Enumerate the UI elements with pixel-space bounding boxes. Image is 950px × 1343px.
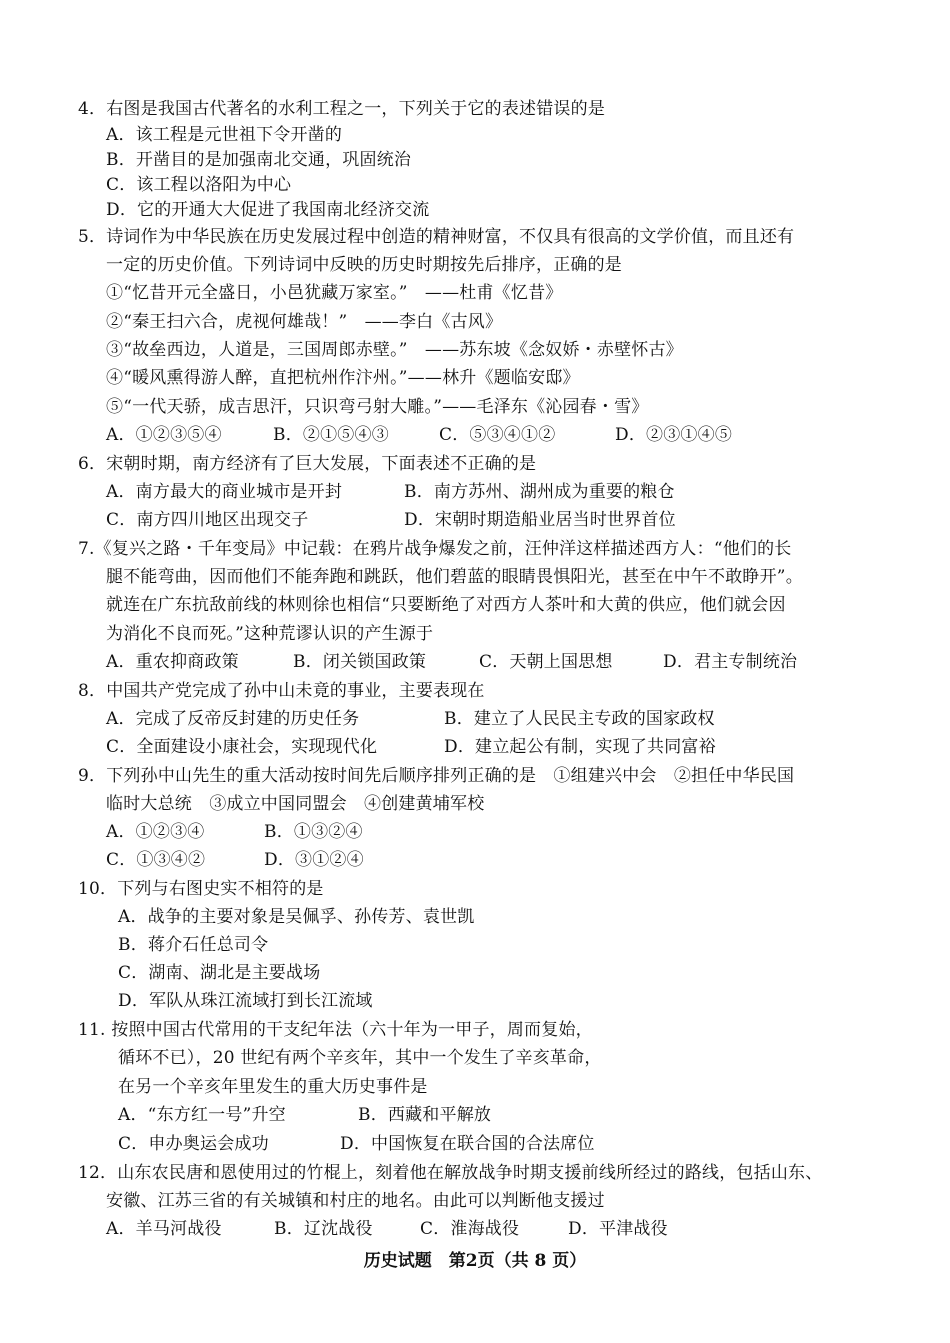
question-7-stem-line-4: 为消化不良而死。”这种荒谬认识的产生源于 [106,624,434,644]
question-11-option-b: B．西藏和平解放 [358,1105,492,1125]
question-10-option-a: A．战争的主要对象是吴佩孚、孙传芳、袁世凯 [118,907,475,927]
question-7-option-d: D．君主专制统治 [663,652,798,672]
question-12-stem-line-1: 12．山东农民唐和恩使用过的竹棍上，刻着他在解放战争时期支援前线所经过的路线，包括山东、 [78,1163,823,1183]
question-8-stem: 8．中国共产党完成了孙中山未竟的事业，主要表现在 [78,681,485,701]
question-9-stem-line-1: 9．下列孙中山先生的重大活动按时间先后顺序排列正确的是 ①组建兴中会 ②担任中华民国 [78,766,795,786]
question-5-poem-5: ⑤“一代天骄，成吉思汗，只识弯弓射大雕。”——毛泽东《沁园春・雪》 [106,397,649,417]
question-7-option-c: C．天朝上国思想 [479,652,613,672]
question-10-option-c: C．湖南、湖北是主要战场 [118,963,321,983]
question-5-options [106,421,732,449]
question-10-option-b: B．蒋介石任总司令 [118,935,269,955]
question-7-stem-line-1: 7.《复兴之路・千年变局》中记载：在鸦片战争爆发之前，汪仲洋这样描述西方人：“他们的长 [78,539,792,559]
question-5-option-d: D．②③①④⑤ [615,425,733,445]
question-9-options-row-1 [106,818,363,846]
question-5-poem-2: ②“秦王扫六合，虎视何雄哉！” ——李白《古风》 [106,312,503,332]
question-6-option-c: C．南方四川地区出现交子 [106,510,309,530]
question-12-option-d: D．平津战役 [568,1219,668,1239]
question-10-option-d: D．军队从珠江流域打到长江流域 [118,991,373,1011]
question-5-option-a: A．①②③⑤④ [106,425,222,445]
question-4-stem: 4．右图是我国古代著名的水利工程之一，下列关于它的表述错误的是 [78,99,606,119]
question-8-option-b: B．建立了人民民主专政的国家政权 [444,709,715,729]
question-4-option-a: A．该工程是元世祖下令开凿的 [106,125,343,145]
question-6-option-d: D．宋朝时期造船业居当时世界首位 [404,510,676,530]
question-11-option-a: A．“东方红一号”升空 [118,1105,286,1125]
question-6-options-row-2 [106,506,676,534]
question-7-options [106,648,797,676]
question-9-stem-line-2: 临时大总统 ③成立中国同盟会 ④创建黄埔军校 [106,794,485,814]
question-5-poem-3: ③“故垒西边，人道是，三国周郎赤壁。” ——苏东坡《念奴娇・赤壁怀古》 [106,340,683,360]
question-4-option-b: B．开凿目的是加强南北交通，巩固统治 [106,150,412,170]
question-7-stem-line-2: 腿不能弯曲，因而他们不能奔跑和跳跃，他们碧蓝的眼睛畏惧阳光，甚至在中午不敢睁开”。 [106,567,803,587]
question-12-stem-line-2: 安徽、江苏三省的有关城镇和村庄的地名。由此可以判断他支援过 [106,1191,605,1211]
question-12-option-b: B．辽沈战役 [274,1219,373,1239]
question-12-option-c: C．淮海战役 [420,1219,520,1239]
question-11-stem-line-1: 11. 按照中国古代常用的干支纪年法（六十年为一甲子，周而复始， [78,1020,593,1040]
question-8-option-a: A．完成了反帝反封建的历史任务 [106,709,360,729]
question-5-option-c: C．⑤③④①② [439,425,556,445]
question-10-stem: 10．下列与右图史实不相符的是 [78,879,324,899]
question-11-options-row-2 [118,1130,595,1158]
question-6-options-row-1 [106,478,675,506]
question-12-options [106,1215,668,1243]
question-5-poem-4: ④“暖风熏得游人醉，直把杭州作汴州。”——林升《题临安邸》 [106,368,580,388]
question-8-option-c: C．全面建设小康社会，实现现代化 [106,737,378,757]
question-9-option-d: D．③①②④ [264,850,364,870]
question-5-stem-line-2: 一定的历史价值。下列诗词中反映的历史时期按先后排序，正确的是 [106,255,622,275]
question-6-option-b: B．南方苏州、湖州成为重要的粮仓 [404,482,675,502]
question-11-stem-line-2: 循环不已），20 世纪有两个辛亥年，其中一个发生了辛亥革命， [118,1048,602,1068]
question-11-options-row-1 [118,1101,491,1129]
question-8-options-row-1 [106,705,715,733]
question-7-option-b: B．闭关锁国政策 [293,652,427,672]
question-7-option-a: A．重农抑商政策 [106,652,239,672]
question-4-option-d: D．它的开通大大促进了我国南北经济交流 [106,200,430,220]
question-11-stem-line-3: 在另一个辛亥年里发生的重大历史事件是 [118,1077,428,1097]
question-5-option-b: B．②①⑤④③ [273,425,389,445]
question-6-stem: 6．宋朝时期，南方经济有了巨大发展，下面表述不正确的是 [78,454,537,474]
question-12-option-a: A．羊马河战役 [106,1219,222,1239]
question-9-option-a: A．①②③④ [106,822,205,842]
question-11-option-c: C．申办奥运会成功 [118,1134,269,1154]
question-9-options-row-2 [106,846,364,874]
question-11-option-d: D．中国恢复在联合国的合法席位 [340,1134,595,1154]
question-5-poem-1: ①“忆昔开元全盛日，小邑犹藏万家室。” ——杜甫《忆昔》 [106,283,563,303]
page-footer: 历史试题 第2页（共 8 页） [363,1251,587,1271]
question-9-option-b: B．①③②④ [264,822,363,842]
question-5-stem-line-1: 5．诗词作为中华民族在历史发展过程中创造的精神财富，不仅具有很高的文学价值，而且还有 [78,227,795,247]
question-7-stem-line-3: 就连在广东抗敌前线的林则徐也相信“只要断绝了对西方人茶叶和大黄的供应，他们就会因 [106,595,786,615]
question-8-option-d: D．建立起公有制，实现了共同富裕 [444,737,716,757]
question-6-option-a: A．南方最大的商业城市是开封 [106,482,343,502]
question-4-option-c: C．该工程以洛阳为中心 [106,175,292,195]
question-9-option-c: C．①③④② [106,850,206,870]
question-8-options-row-2 [106,733,716,761]
